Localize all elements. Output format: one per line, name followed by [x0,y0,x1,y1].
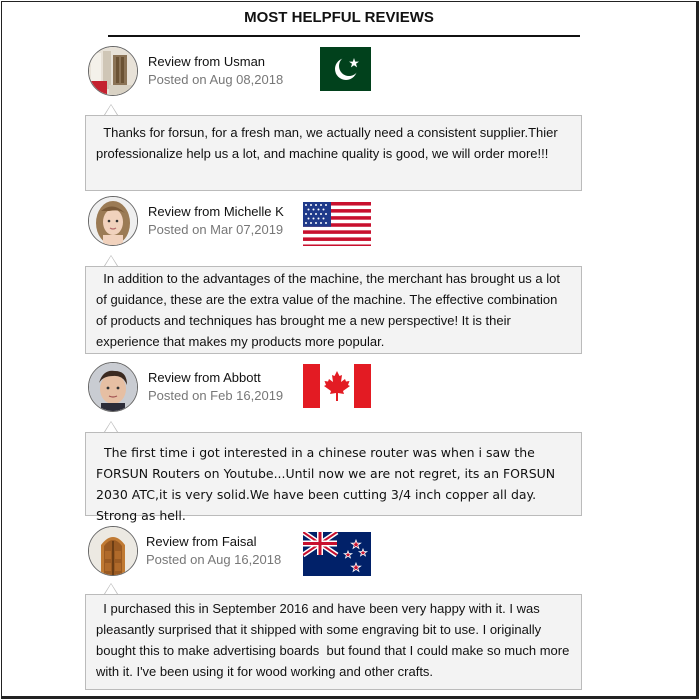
review-date: Posted on Mar 07,2019 [148,222,284,237]
review-text-box [85,432,582,523]
avatar-image-icon [89,197,137,245]
reviewer-avatar[interactable] [88,362,138,412]
pakistan-flag-icon [303,47,371,91]
avatar-image-icon [89,527,137,575]
reviewer-avatar[interactable] [88,46,138,96]
usa-flag-icon [303,202,371,246]
bubble-pointer [104,583,118,594]
reviewer-name: Review from Michelle K [148,204,284,219]
review-text: In addition to the advantages of the machine, the merchant has brought us a lot of guidance, these are the extra value of the machine. The effective combination of products and techniques has brought me a new perspective! It is their experience that makes my products more popular. [96,271,564,349]
bubble-pointer [104,104,118,115]
review-text-box [85,115,582,191]
review-date: Posted on Aug 08,2018 [148,72,284,87]
review-text-box [85,266,582,354]
avatar-image-icon [89,47,137,95]
bubble-pointer [104,421,118,432]
page-title: MOST HELPFUL REVIEWS [244,9,434,26]
reviewer-name: Review from Usman [148,54,266,69]
reviewer-name: Review from Faisal [146,534,257,549]
avatar-image-icon [89,363,137,411]
reviewer-avatar[interactable] [88,526,138,576]
new-zealand-flag-icon [303,532,371,576]
review-text: Thanks for forsun, for a fresh man, we actually need a consistent supplier.Thier professionalize help us a lot, and machine quality is good, we will order more!!! [96,125,562,161]
canada-flag-icon [303,364,371,408]
reviewer-name: Review from Abbott [148,370,261,385]
review-date: Posted on Feb 16,2019 [148,388,284,403]
title-divider [108,35,580,37]
review-text-box [85,594,582,690]
review-text: I purchased this in September 2016 and have been very happy with it. I was pleasantly surprised that it shipped with some engraving bit to use. I originally bought this to make advertising boards but found that I could make so much more with it. I've been using it for wood working and other crafts. [96,601,573,679]
reviewer-avatar[interactable] [88,196,138,246]
review-text: The first time i got interested in a chinese router was when i saw the FORSUN Routers on Youtube...Until now we are not regret, its an FORSUN 2030 ATC,it is very solid.We have been cutting 3/4 inch copper all day. Strong as hell. [96,445,560,523]
review-date: Posted on Aug 16,2018 [146,552,282,567]
bubble-pointer [104,255,118,266]
